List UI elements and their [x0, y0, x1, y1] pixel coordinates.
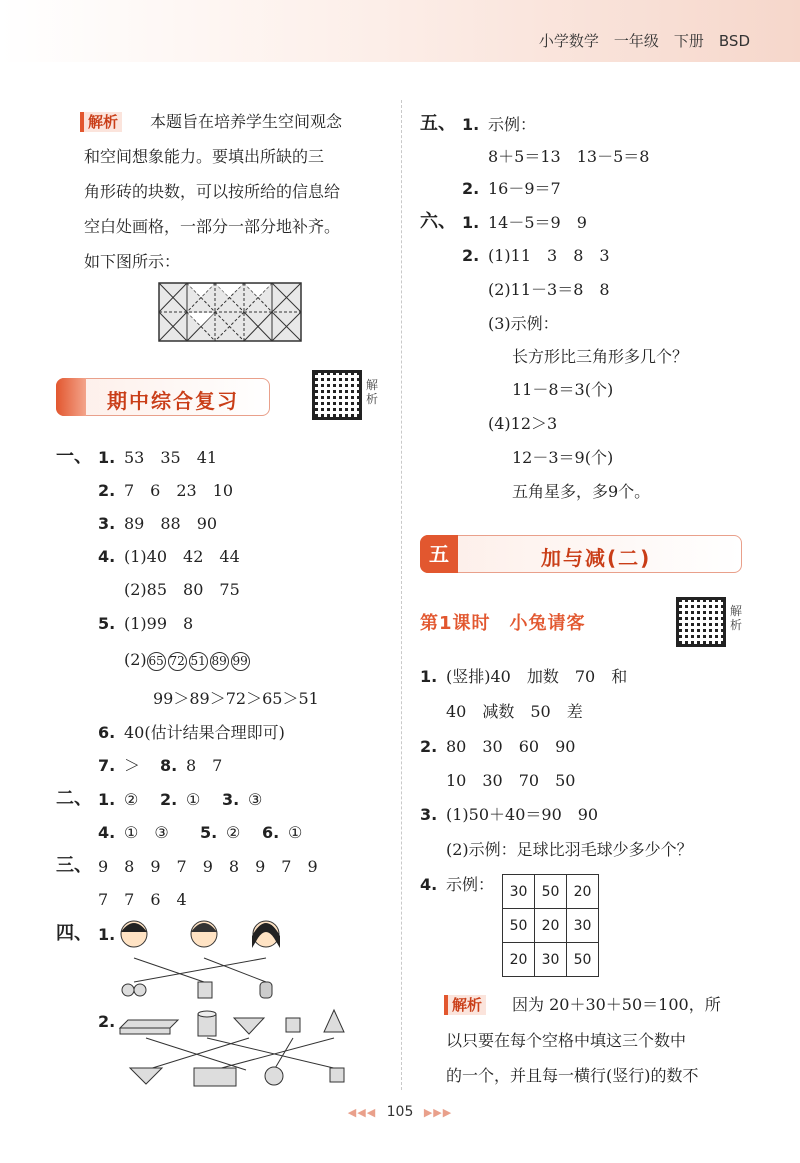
header-text: 小学数学 一年级 下册 BSD	[538, 32, 750, 50]
answer: 12－3＝9(个)	[512, 448, 614, 467]
matching-solids-figure	[116, 1006, 356, 1090]
unit-banner	[420, 535, 742, 573]
q-num: 6.	[98, 723, 116, 742]
q-num: 5.	[98, 614, 116, 633]
analysis-line: 和空间想象能力。要填出所缺的三	[84, 147, 325, 166]
answer: (2)85 80 75	[124, 580, 240, 599]
child-icon	[252, 921, 280, 948]
prev-arrows-icon: ◀◀◀	[347, 1106, 377, 1119]
q-num: 8.	[160, 756, 178, 775]
section-label: 二、	[56, 788, 92, 809]
answer: (4)12＞3	[488, 414, 558, 433]
answer: 11－8＝3(个)	[512, 380, 614, 399]
grid-row	[503, 909, 599, 943]
section-label: 六、	[420, 211, 456, 232]
grid-cell: 30	[503, 875, 535, 909]
answer: ①	[288, 823, 303, 842]
child-icon	[191, 921, 217, 947]
answer: ①	[186, 790, 201, 809]
analysis-line: 角形砖的块数，可以按所给的信息给	[84, 182, 341, 201]
q-num: 3.	[98, 514, 116, 533]
q-num: 2.	[420, 737, 438, 756]
section-label: 三、	[56, 855, 92, 876]
analysis-tag: 解析	[444, 995, 486, 1015]
q-num: 2.	[98, 481, 116, 500]
grid-cell: 30	[535, 943, 567, 977]
answer: 示例：	[446, 875, 495, 894]
answer: ②	[226, 823, 241, 842]
unit-badge: 五	[420, 535, 458, 573]
grid-cell: 20	[535, 909, 567, 943]
analysis-line: 如下图所示：	[84, 252, 181, 271]
answer: 7 6 23 10	[124, 481, 234, 500]
q-num: 1.	[462, 115, 480, 134]
answer: 40 减数 50 差	[446, 702, 583, 721]
circled-answer-row: (2) 65 72 51 89 99	[124, 650, 248, 669]
answer: 16－9＝7	[488, 179, 561, 198]
review-title: 期中综合复习	[107, 389, 239, 413]
grid-cell: 50	[503, 909, 535, 943]
grid-row	[503, 943, 599, 977]
q-num: 1.	[462, 213, 480, 232]
grid-cell: 50	[567, 943, 599, 977]
section-label: 一、	[56, 446, 92, 467]
q-num: 6.	[262, 823, 280, 842]
q-num: 2.	[462, 179, 480, 198]
qr-code[interactable]	[676, 597, 726, 647]
answer: ②	[124, 790, 139, 809]
analysis-line: 因为 20＋30＋50＝100，所	[512, 995, 721, 1014]
answer: 长方形比三角形多几个？	[512, 347, 689, 366]
answer: (2)示例：足球比羽毛球少多少个？	[446, 840, 693, 859]
answer: 8 7	[186, 756, 223, 775]
answer: (1)99 8	[124, 614, 194, 633]
answer: 五角星多，多9个。	[512, 482, 651, 501]
answer: (1)11 3 8 3	[488, 246, 610, 265]
answer: (3)示例：	[488, 314, 559, 333]
answer: ③	[248, 790, 263, 809]
answer: 99＞89＞72＞65＞51	[153, 689, 319, 708]
grid-row	[503, 875, 599, 909]
q-num: 1.	[98, 790, 116, 809]
qr-label: 解析	[366, 378, 379, 406]
grid-cell: 20	[503, 943, 535, 977]
analysis-line: 以只要在每个空格中填这三个数中	[446, 1031, 687, 1050]
answer: ① ③	[124, 823, 169, 842]
unit-title: 加与减(二)	[541, 546, 652, 570]
answer: 89 88 90	[124, 514, 218, 533]
section-label: 四、	[56, 923, 92, 944]
answer: ＞	[124, 756, 141, 775]
answer: 8＋5＝13 13－5＝8	[488, 147, 650, 166]
number-grid	[502, 874, 599, 977]
answer: 7 7 6 4	[98, 890, 187, 909]
page-footer	[0, 1104, 800, 1120]
answer: (竖排)40 加数 70 和	[446, 667, 628, 686]
qr-label: 解析	[730, 604, 743, 632]
answer: (1)50＋40＝90 90	[446, 805, 599, 824]
q-num: 1.	[98, 448, 116, 467]
q-num: 5.	[200, 823, 218, 842]
lesson-title: 第1课时 小兔请客	[420, 613, 586, 634]
answer: 40(估计结果合理即可)	[124, 723, 285, 742]
qr-code[interactable]	[312, 370, 362, 420]
child-icon	[121, 921, 147, 947]
q-num: 1.	[98, 925, 116, 944]
q-num: 3.	[420, 805, 438, 824]
analysis-line: 的一个，并且每一横行(竖行)的数不	[446, 1066, 699, 1085]
q-num: 1.	[420, 667, 438, 686]
q-num: 2.	[462, 246, 480, 265]
analysis-tag: 解析	[80, 112, 122, 132]
answer: 80 30 60 90	[446, 737, 576, 756]
answer: (2)11－3＝8 8	[488, 280, 610, 299]
analysis-line: 本题旨在培养学生空间观念	[150, 112, 343, 131]
matching-views-figure	[116, 918, 286, 1004]
answer: 9 8 9 7 9 8 9 7 9	[98, 857, 318, 876]
q-num: 4.	[98, 547, 116, 566]
grid-cell: 30	[567, 909, 599, 943]
page-number: 105	[386, 1104, 414, 1120]
triangle-tiles-figure	[158, 282, 302, 342]
answer: (1)40 42 44	[124, 547, 240, 566]
analysis-line: 空白处画格，一部分一部分地补齐。	[84, 217, 341, 236]
q-num: 7.	[98, 756, 116, 775]
q-num: 2.	[98, 1012, 116, 1031]
column-divider	[401, 100, 402, 1090]
answer: 10 30 70 50	[446, 771, 576, 790]
answer: 53 35 41	[124, 448, 218, 467]
q-num: 2.	[160, 790, 178, 809]
review-banner	[56, 378, 270, 416]
answer: 示例：	[488, 115, 537, 134]
q-num: 3.	[222, 790, 240, 809]
section-label: 五、	[420, 113, 456, 134]
next-arrows-icon: ▶▶▶	[423, 1106, 453, 1119]
grid-cell: 20	[567, 875, 599, 909]
grid-cell: 50	[535, 875, 567, 909]
q-num: 4.	[98, 823, 116, 842]
answer: 14－5＝9 9	[488, 213, 587, 232]
page-header	[0, 0, 800, 62]
q-num: 4.	[420, 875, 438, 894]
